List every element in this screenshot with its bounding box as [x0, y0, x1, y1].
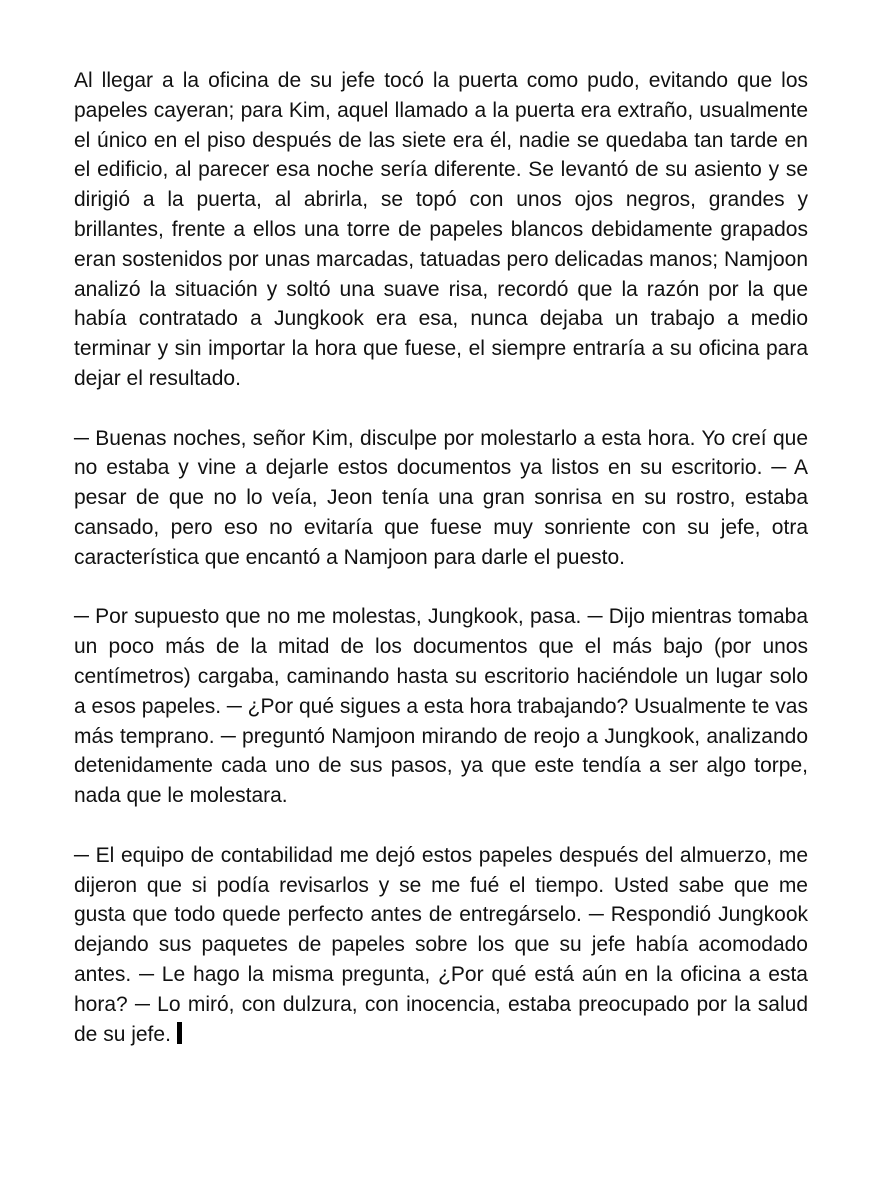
- paragraph-4-text: ─ El equipo de contabilidad me dejó estos papeles después del almuerzo, me dijeron que si podía revisarlos y se me fué el tiempo. Usted sabe que me gusta que todo quede perfecto antes de entregárselo. ─ Respondió Jungkook dejando sus paquetes de papeles sobre los que su jefe había acomodado antes. ─ Le hago la misma pregunta, ¿Por qué está aún en la oficina a esta hora? ─ Lo miró, con dulzura, con inocencia, estaba preocupado por la salud de su jefe.: [74, 843, 808, 1046]
- end-of-text-marker: [177, 1022, 182, 1044]
- paragraph-1: Al llegar a la oficina de su jefe tocó la puerta como pudo, evitando que los papeles cayeran; para Kim, aquel llamado a la puerta era extraño, usualmente el único en el piso después de las siete era él, nadie se quedaba tan tarde en el edificio, al parecer esa noche sería diferente. Se levantó de su asiento y se dirigió a la puerta, al abrirla, se topó con unos ojos negros, grandes y brillantes, frente a ellos una torre de papeles blancos debidamente grapados eran sostenidos por unas marcadas, tatuadas pero delicadas manos; Namjoon analizó la situación y soltó una suave risa, recordó que la razón por la que había contratado a Jungkook era esa, nunca dejaba un trabajo a medio terminar y sin importar la hora que fuese, el siempre entraría a su oficina para dejar el resultado.: [74, 69, 808, 390]
- document-page: [74, 66, 808, 1079]
- paragraph-3: ─ Por supuesto que no me molestas, Jungkook, pasa. ─ Dijo mientras tomaba un poco más de la mitad de los documentos que el más bajo (por unos centímetros) cargaba, caminando hasta su escritorio haciéndole un lugar solo a esos papeles. ─ ¿Por qué sigues a esta hora trabajando? Usualmente te vas más temprano. ─ preguntó Namjoon mirando de reojo a Jungkook, analizando detenidamente cada uno de sus pasos, ya que este tendía a ser algo torpe, nada que le molestara.: [74, 605, 808, 808]
- paragraph-4: [74, 841, 808, 1050]
- paragraph-2: ─ Buenas noches, señor Kim, disculpe por molestarlo a esta hora. Yo creí que no estaba y vine a dejarle estos documentos ya listos en su escritorio. ─ A pesar de que no lo veía, Jeon tenía una gran sonrisa en su rostro, estaba cansado, pero eso no evitaría que fuese muy sonriente con su jefe, otra característica que encantó a Namjoon para darle el puesto.: [74, 426, 808, 569]
